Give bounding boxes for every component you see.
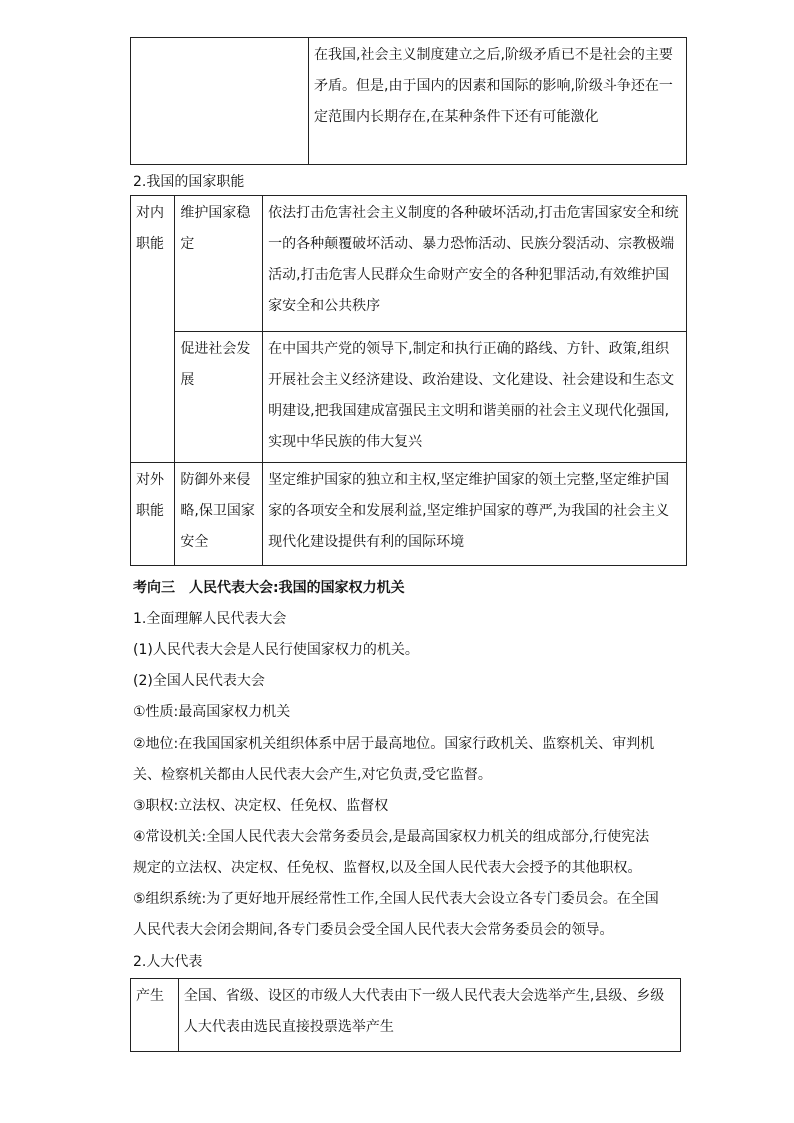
subheading: 1.全面理解人民代表大会 <box>133 611 287 627</box>
table-row <box>131 196 687 332</box>
top-table-left-cell <box>131 38 309 165</box>
list-item-cont: 人民代表大会闭会期间,各专门委员会受全国人民代表大会常务委员会的领导。 <box>133 922 614 938</box>
table-row <box>131 332 687 463</box>
top-table <box>130 37 687 165</box>
function-cell: 维护国家稳定 <box>175 196 263 332</box>
section-title: 考向三 人民代表大会:我国的国家权力机关 <box>133 580 405 596</box>
function-cell: 防御外来侵略,保卫国家安全 <box>175 463 263 566</box>
paragraph: (2)全国人民代表大会 <box>133 673 265 689</box>
table-row <box>131 979 681 1052</box>
subheading: 2.人大代表 <box>133 954 203 970</box>
category-cell: 对外职能 <box>131 463 175 566</box>
paragraph: (1)人民代表大会是人民行使国家权力的机关。 <box>133 642 419 658</box>
list-item: ②地位:在我国国家机关组织体系中居于最高地位。国家行政机关、监察机关、审判机 <box>133 736 655 752</box>
list-item-cont: 规定的立法权、决定权、任免权、监督权,以及全国人民代表大会授予的其他职权。 <box>133 860 642 876</box>
list-item: ④常设机关:全国人民代表大会常务委员会,是最高国家权力机关的组成部分,行使宪法 <box>133 829 650 845</box>
functions-table <box>130 195 687 566</box>
category-cell: 对内职能 <box>131 196 175 463</box>
list-item: ③职权:立法权、决定权、任免权、监督权 <box>133 798 389 814</box>
list-item-cont: 关、检察机关都由人民代表大会产生,对它负责,受它监督。 <box>133 767 492 783</box>
delegate-table <box>130 978 681 1052</box>
delegate-text-cell: 全国、省级、设区的市级人大代表由下一级人民代表大会选举产生,县级、乡级人大代表由选民直接投票选举产生 <box>178 979 680 1052</box>
delegate-label-cell: 产生 <box>131 979 179 1052</box>
table-row <box>131 38 687 165</box>
list-item: ⑤组织系统:为了更好地开展经常性工作,全国人民代表大会设立各专门委员会。在全国 <box>133 891 659 907</box>
top-table-text-cell: 在我国,社会主义制度建立之后,阶级矛盾已不是社会的主要矛盾。但是,由于国内的因素和国际的影响,阶级斗争还在一定范围内长期存在,在某种条件下还有可能激化 <box>309 38 687 165</box>
functions-heading: 2.我国的国家职能 <box>133 174 245 190</box>
function-cell: 促进社会发展 <box>175 332 263 463</box>
list-item: ①性质:最高国家权力机关 <box>133 704 291 720</box>
desc-cell: 依法打击危害社会主义制度的各种破坏活动,打击危害国家安全和统一的各种颠覆破坏活动、暴力恐怖活动、民族分裂活动、宗教极端活动,打击危害人民群众生命财产安全的各种犯罪活动,有效维护国家安全和公共秩序 <box>263 196 687 332</box>
desc-cell: 在中国共产党的领导下,制定和执行正确的路线、方针、政策,组织开展社会主义经济建设、政治建设、文化建设、社会建设和生态文明建设,把我国建成富强民主文明和谐美丽的社会主义现代化强国,实现中华民族的伟大复兴 <box>263 332 687 463</box>
table-row <box>131 463 687 566</box>
desc-cell: 坚定维护国家的独立和主权,坚定维护国家的领土完整,坚定维护国家的各项安全和发展利益,坚定维护国家的尊严,为我国的社会主义现代化建设提供有利的国际环境 <box>263 463 687 566</box>
